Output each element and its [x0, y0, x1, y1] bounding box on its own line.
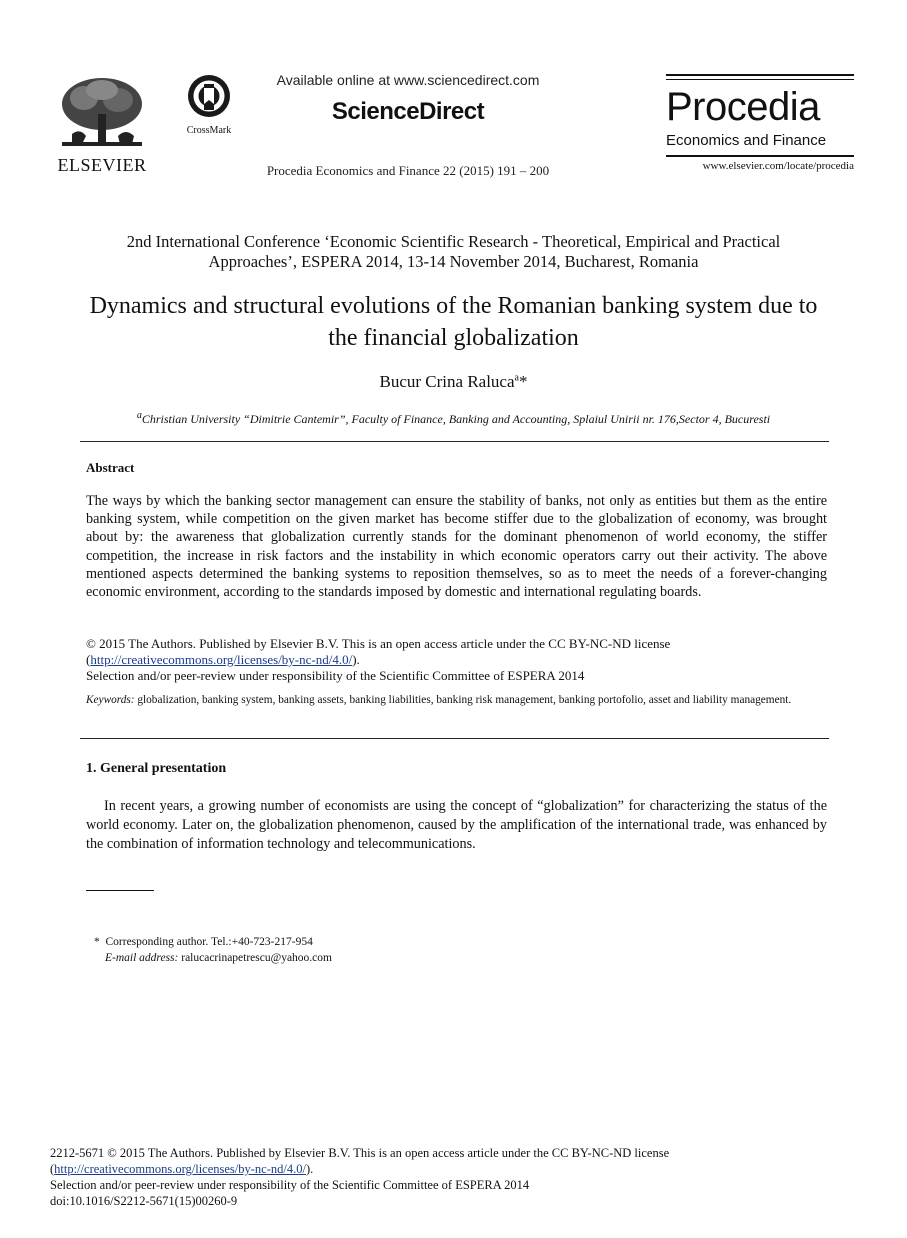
publisher-name: ELSEVIER: [57, 155, 147, 175]
author-corresponding-star: *: [518, 372, 528, 391]
divider: [80, 441, 829, 442]
email-line: [94, 950, 794, 966]
footnote: [94, 934, 794, 966]
divider: [80, 738, 829, 739]
procedia-url[interactable]: www.elsevier.com/locate/procedia: [702, 160, 854, 172]
email-label: E-mail address:: [105, 952, 179, 964]
license-link[interactable]: http://creativecommons.org/licenses/by-nc-nd/4.0/: [90, 652, 353, 667]
keywords-label: Keywords:: [86, 694, 135, 706]
section-heading: 1. General presentation: [86, 761, 227, 776]
corresponding-author: [94, 934, 794, 950]
paren-close: ).: [305, 1162, 314, 1176]
masthead-rule: [666, 74, 854, 76]
doi[interactable]: doi:10.1016/S2212-5671(15)00260-9: [50, 1194, 238, 1208]
procedia-subtitle: Economics and Finance: [666, 132, 827, 149]
bottom-license-link[interactable]: http://creativecommons.org/licenses/by-nc-nd/4.0/: [54, 1162, 306, 1176]
license-url-line: [86, 652, 827, 668]
journal-citation: Procedia Economics and Finance 22 (2015) 191 – 200: [266, 163, 550, 178]
corresponding-text: Corresponding author. Tel.:+40-723-217-954: [105, 936, 313, 948]
affil-text: Christian University “Dimitrie Cantemir”, Faculty of Finance, Banking and Accounting, Splaiul Unirii nr. 176,Sector 4, Bucuresti: [141, 412, 771, 426]
affil-mark: a: [136, 410, 142, 421]
issn-license-line: 2212-5671 © 2015 The Authors. Published by Elsevier B.V. This is an open access article under the CC BY-NC-ND license: [50, 1146, 670, 1160]
procedia-masthead: [666, 74, 854, 172]
bottom-url-line: [50, 1161, 810, 1177]
crossmark-badge[interactable]: [178, 74, 240, 136]
author-name: Bucur Crina Raluca: [379, 372, 515, 391]
bottom-license-block: [50, 1145, 810, 1209]
paren-open: (: [50, 1162, 55, 1176]
paren-close: ).: [352, 652, 360, 667]
paper-title: Dynamics and structural evolutions of the Romanian banking system due to the financial globalization: [89, 293, 818, 351]
keywords: [86, 692, 827, 708]
conference-line: 2nd International Conference ‘Economic Scientific Research - Theoretical, Empirical and Practical Approaches’, ESPERA 2014, 13-14 November 2014, Bucharest, Romania: [126, 232, 781, 271]
procedia-name: Procedia: [666, 85, 820, 129]
email-address[interactable]: ralucacrinapetrescu@yahoo.com: [181, 952, 332, 964]
section-paragraph: In recent years, a growing number of economists are using the concept of “globalization” for characterizing the status of the world economy. Later on, the globalization phenomenon, caused by the amplification of the international trade, was enhanced by the combination of information technology and telecommunications.: [86, 798, 827, 852]
available-online-text: Available online at www.sciencedirect.com: [276, 72, 540, 88]
peer-review-line: Selection and/or peer-review under responsibility of the Scientific Committee of ESPERA 2014: [86, 668, 585, 683]
license-block: [86, 636, 827, 684]
masthead-rule: [666, 155, 854, 157]
license-line: © 2015 The Authors. Published by Elsevier B.V. This is an open access article under the CC BY-NC-ND license: [86, 636, 671, 651]
paren-open: (: [86, 652, 91, 667]
abstract-heading: Abstract: [86, 460, 135, 475]
crossmark-label: CrossMark: [186, 125, 232, 136]
author-line: [80, 372, 827, 392]
keywords-text: globalization, banking system, banking assets, banking liabilities, banking risk management, banking portofolio, asset and liability management.: [137, 694, 792, 706]
footnote-rule: [86, 890, 154, 891]
abstract-body: The ways by which the banking sector management can ensure the stability of banks, not only as entities but them as the entire banking system, while competition on the given market has become stiffer due to the globalization of economy, was brought about by: the awareness that globalization currently stands for the dominant phenomenon of world economy, the stiffer competition, the increase in risk factors and the instability in which economic operators carry out their activity. The above mentioned aspects determined the banking systems to reposition themselves, so as to meet the needs of a forever-changing economic environment, according to the standards imposed by domestic and international regulating boards.: [86, 493, 827, 601]
masthead-rule: [666, 79, 854, 80]
footnote-star: *: [94, 936, 100, 948]
sciencedirect-logo: ScienceDirect: [331, 98, 485, 125]
affiliation: [60, 410, 847, 427]
crossmark-icon: [187, 74, 231, 118]
author-affil-mark: a: [514, 372, 519, 384]
bottom-peer-review: Selection and/or peer-review under responsibility of the Scientific Committee of ESPERA 2014: [50, 1178, 530, 1192]
